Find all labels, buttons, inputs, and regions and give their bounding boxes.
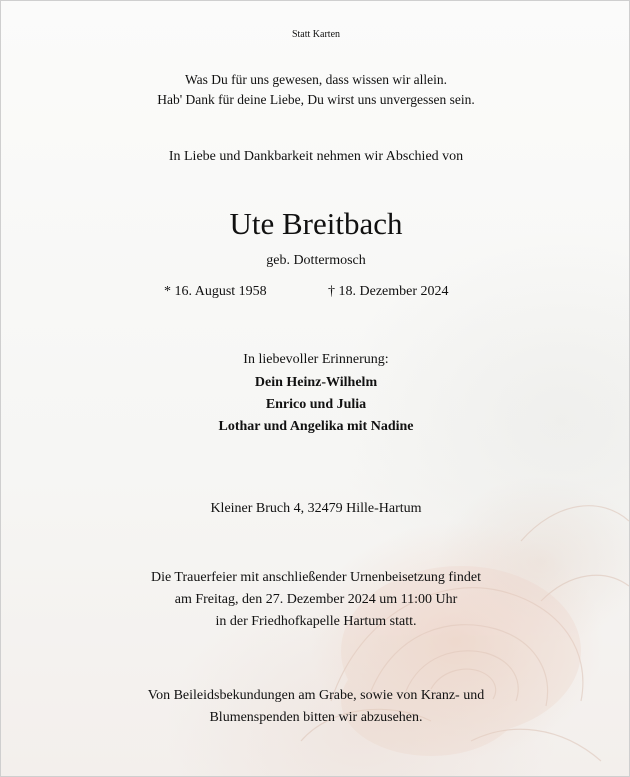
- farewell-intro: In Liebe und Dankbarkeit nehmen wir Abschied von: [168, 149, 464, 164]
- mourner-name: Lothar und Angelika mit Nadine: [218, 419, 414, 434]
- request-line-1: Von Beileidsbekundungen am Grabe, sowie von Kranz- und: [147, 688, 485, 703]
- death-date: † 18. Dezember 2024: [328, 284, 449, 299]
- ceremony-line-1: Die Trauerfeier mit anschließender Urnenbeisetzung findet: [150, 570, 482, 585]
- request-line-2: Blumenspenden bitten wir abzusehen.: [209, 710, 423, 725]
- maiden-name: geb. Dottermosch: [266, 253, 366, 268]
- mourner-name: Dein Heinz-Wilhelm: [254, 375, 378, 390]
- ceremony-line-2: am Freitag, den 27. Dezember 2024 um 11:00 Uhr: [174, 592, 458, 607]
- mourners-heading: In liebevoller Erinnerung:: [243, 352, 389, 367]
- poem-line-1: Was Du für uns gewesen, dass wissen wir allein.: [184, 72, 448, 87]
- statt-karten-label: Statt Karten: [291, 29, 341, 40]
- ceremony-line-3: in der Friedhofkapelle Hartum statt.: [215, 614, 417, 629]
- deceased-name: Ute Breitbach: [229, 206, 403, 241]
- life-dates: [1, 284, 630, 304]
- mourner-name: Enrico und Julia: [265, 397, 367, 412]
- birth-date: * 16. August 1958: [164, 284, 267, 299]
- poem-line-2: Hab' Dank für deine Liebe, Du wirst uns unvergessen sein.: [157, 92, 475, 107]
- family-address: Kleiner Bruch 4, 32479 Hille-Hartum: [210, 501, 422, 516]
